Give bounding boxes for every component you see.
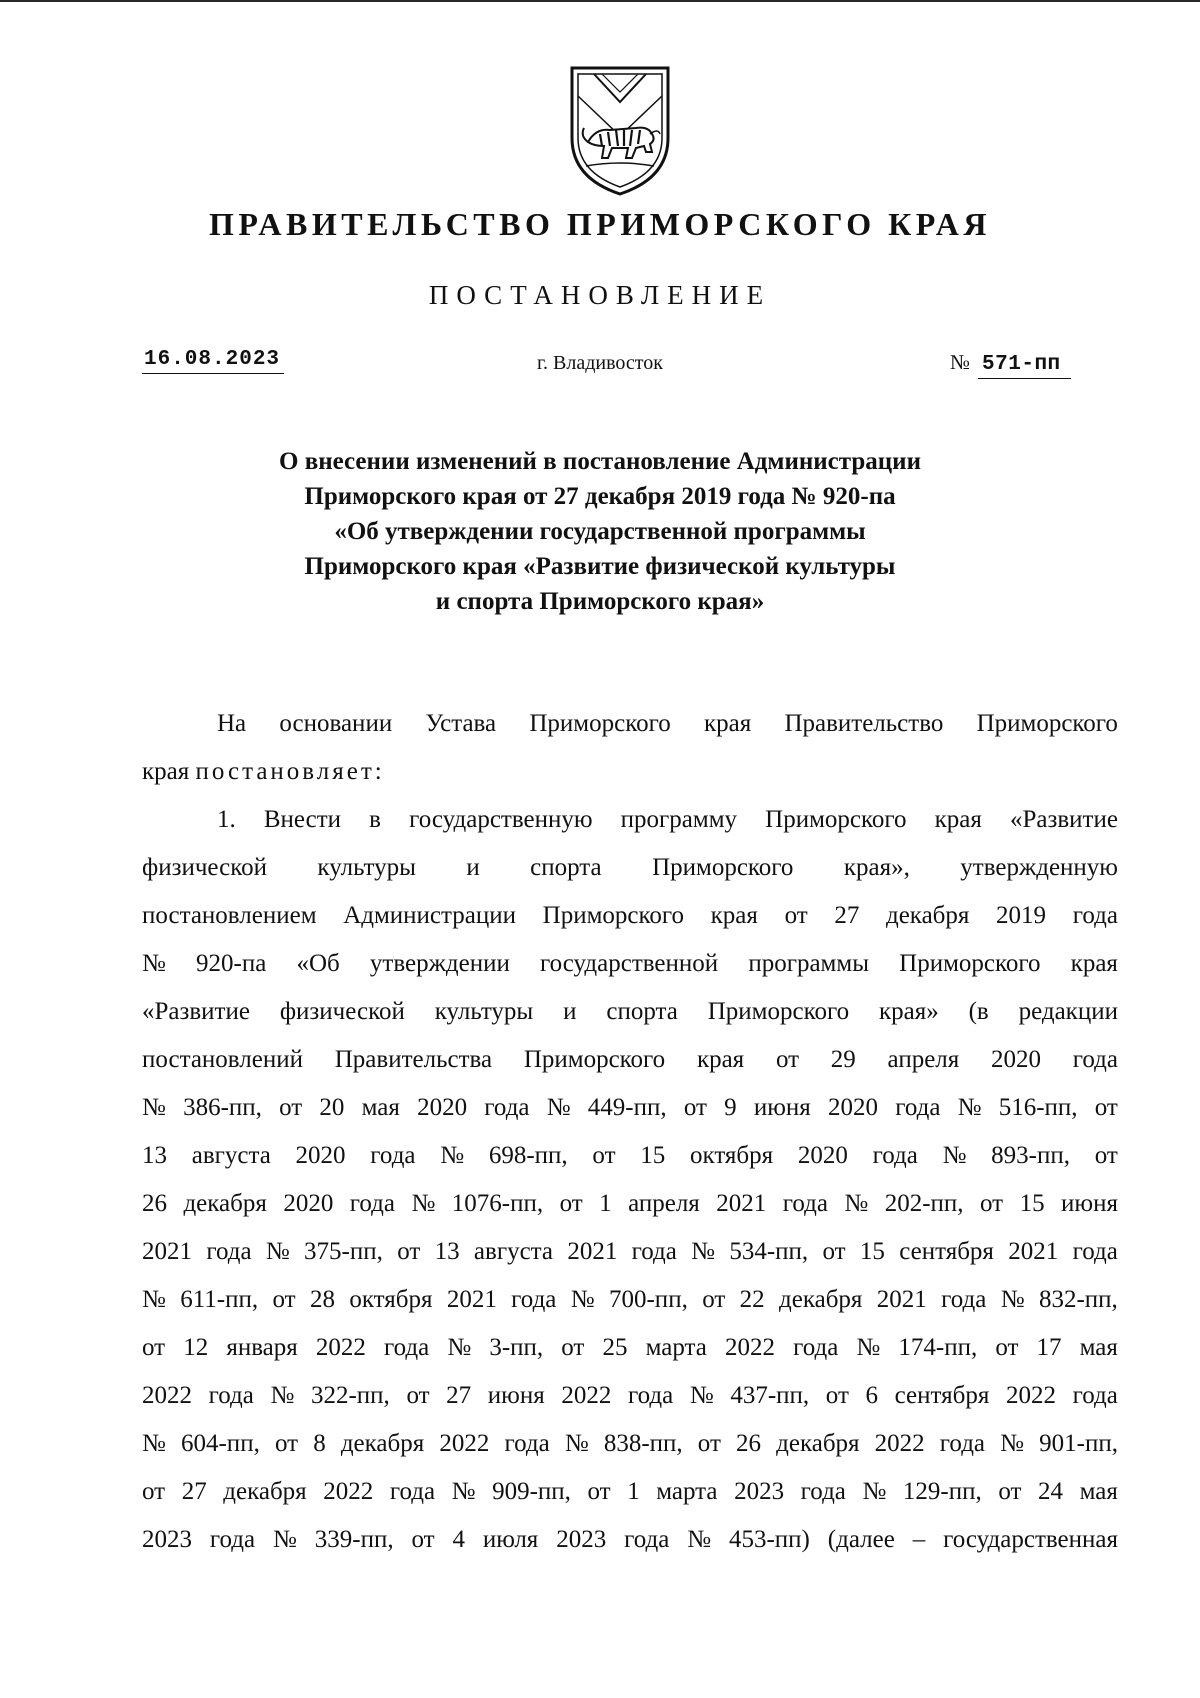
word: №: [570, 1286, 595, 1313]
word: июня: [1061, 1190, 1118, 1217]
word: 25: [602, 1334, 628, 1361]
word: 2021: [142, 1238, 192, 1265]
word: от: [775, 1046, 800, 1073]
word: 3-пп,: [489, 1334, 544, 1361]
item-line: [142, 1324, 1118, 1372]
word: 2022: [323, 1478, 374, 1505]
word: Приморского: [652, 854, 794, 881]
word: года: [872, 1142, 918, 1169]
preamble-line: [142, 748, 1118, 796]
word: года: [208, 1382, 254, 1409]
word: июля: [482, 1526, 539, 1553]
word: года: [1072, 902, 1118, 929]
document-type: ПОСТАНОВЛЕНИЕ: [428, 280, 772, 310]
word: 1: [627, 1478, 640, 1505]
word: государственная: [943, 1526, 1118, 1553]
word: физической: [142, 854, 267, 881]
word: края: [703, 710, 752, 737]
item-line: [142, 1036, 1118, 1084]
word: декабря: [885, 902, 970, 929]
word: от: [980, 1190, 1004, 1217]
heading-line: О внесении изменений в постановление Администрации: [279, 448, 921, 475]
item-line: [142, 988, 1118, 1036]
word: 2020: [797, 1142, 848, 1169]
word: 27: [834, 902, 860, 929]
word: №: [691, 1238, 716, 1265]
word: 15: [859, 1238, 885, 1265]
word: 27: [181, 1478, 207, 1505]
word: от: [592, 1142, 616, 1169]
word: края: [696, 1046, 745, 1073]
government-name: ПРАВИТЕЛЬСТВО ПРИМОРСКОГО КРАЯ: [209, 206, 991, 242]
word: 375-пп,: [304, 1238, 383, 1265]
word: 15: [1019, 1190, 1045, 1217]
word: года: [627, 1382, 674, 1409]
word: от: [1094, 1142, 1118, 1169]
word: 611-пп,: [180, 1286, 259, 1313]
word: 2020: [283, 1190, 334, 1217]
word: края: [1070, 950, 1118, 977]
word: №: [142, 1430, 166, 1457]
word: края»,: [843, 854, 910, 881]
item-line: [142, 1420, 1118, 1468]
word: апреля: [628, 1190, 700, 1217]
word: года: [941, 1286, 987, 1313]
word: 22: [739, 1286, 765, 1313]
word: 2019: [996, 902, 1047, 929]
word: 838-пп,: [603, 1430, 683, 1457]
word: 893-пп,: [991, 1142, 1071, 1169]
word: 604-пп,: [180, 1430, 260, 1457]
word: от: [279, 1094, 303, 1121]
word: 2021: [567, 1238, 618, 1265]
word: №: [451, 1478, 476, 1505]
word: 15: [640, 1142, 666, 1169]
word: года: [631, 1238, 677, 1265]
word: от: [825, 1382, 849, 1409]
word: 20: [319, 1094, 345, 1121]
item-line: [142, 844, 1118, 892]
word: от: [702, 1286, 726, 1313]
word: 26: [736, 1430, 762, 1457]
word: от: [274, 1430, 299, 1457]
word: от: [411, 1526, 435, 1553]
word: «Об: [296, 950, 340, 977]
heading-line: Приморского края от 27 декабря 2019 года № 920-па: [304, 483, 896, 510]
word: от: [142, 1334, 166, 1361]
word: №: [942, 1142, 967, 1169]
word: от: [998, 1478, 1022, 1505]
word: №: [411, 1190, 436, 1217]
word: от: [683, 1094, 707, 1121]
word: от: [697, 1430, 721, 1457]
word: и: [466, 854, 480, 881]
word: 920-па: [196, 950, 267, 977]
word: 909-пп,: [492, 1478, 571, 1505]
word: 202-пп,: [884, 1190, 964, 1217]
word: 12: [183, 1334, 209, 1361]
word: 9: [724, 1094, 737, 1121]
word: 129-пп,: [902, 1478, 982, 1505]
item-line: [142, 940, 1118, 988]
word: от: [559, 1190, 583, 1217]
word: №: [1000, 1430, 1025, 1457]
word: 437-пп,: [730, 1382, 810, 1409]
word: года: [782, 1190, 828, 1217]
word: постановлением: [142, 902, 317, 929]
word: №: [440, 1142, 465, 1169]
word: года: [1072, 1382, 1118, 1409]
word: года: [504, 1430, 550, 1457]
word: 1.: [217, 806, 236, 833]
word: государственную: [409, 806, 593, 833]
word: 2022: [874, 1430, 925, 1457]
preamble-line: [142, 700, 1118, 748]
word: края: [710, 902, 758, 929]
word: №: [1000, 1286, 1025, 1313]
word: редакции: [1018, 998, 1118, 1025]
word: (в: [968, 998, 989, 1025]
word: утверждении: [369, 950, 510, 977]
word: года: [624, 1526, 670, 1553]
word: №: [142, 1286, 166, 1313]
word: «Развитие: [142, 998, 250, 1025]
word: года: [370, 1142, 416, 1169]
word: 2020: [417, 1094, 468, 1121]
word: №: [142, 1094, 166, 1121]
word: 1076-пп,: [451, 1190, 544, 1217]
word: 2023: [556, 1526, 607, 1553]
word: 516-пп,: [998, 1094, 1078, 1121]
word: Приморского: [976, 710, 1118, 737]
item-line: [142, 1516, 1118, 1564]
document-number: [950, 350, 1071, 376]
item-line: [142, 1468, 1118, 1516]
word: от: [142, 1478, 166, 1505]
word: 2020: [295, 1142, 346, 1169]
word: года: [1072, 1046, 1118, 1073]
word: 2023: [142, 1526, 192, 1553]
preamble-word: края: [142, 758, 190, 785]
word: (далее: [827, 1526, 895, 1553]
word: года: [349, 1190, 395, 1217]
word: –: [912, 1526, 926, 1553]
word: 698-пп,: [488, 1142, 568, 1169]
word: утвержденную: [960, 854, 1118, 881]
word: Устава: [425, 710, 497, 737]
word: 901-пп,: [1039, 1430, 1118, 1457]
item-line: [142, 1228, 1118, 1276]
word: государственной: [539, 950, 719, 977]
word: 2022: [315, 1334, 366, 1361]
word: программу: [620, 806, 738, 833]
word: Приморского: [899, 950, 1041, 977]
word: года: [800, 1478, 846, 1505]
word: №: [270, 1382, 295, 1409]
word: года: [389, 1478, 436, 1505]
word: 27: [446, 1382, 472, 1409]
word: мая: [361, 1094, 400, 1121]
word: 2022: [142, 1382, 192, 1409]
word: Приморского: [529, 710, 671, 737]
item-line: [142, 1372, 1118, 1420]
word: 2022: [561, 1382, 612, 1409]
document-heading: [150, 444, 1050, 619]
item-line: [142, 1180, 1118, 1228]
word: года: [209, 1526, 256, 1553]
word: года: [206, 1238, 252, 1265]
word: 2020: [991, 1046, 1042, 1073]
word: края»: [878, 998, 939, 1025]
word: года: [895, 1094, 941, 1121]
word: №: [689, 1382, 714, 1409]
word: №: [856, 1334, 881, 1361]
item-line: [142, 796, 1118, 844]
word: «Развитие: [1009, 806, 1118, 833]
word: 449-пп,: [587, 1094, 667, 1121]
word: Приморского: [542, 902, 684, 929]
item-line: [142, 1084, 1118, 1132]
word: Администрации: [343, 902, 516, 929]
word: 339-пп,: [314, 1526, 394, 1553]
word: постановлений: [142, 1046, 303, 1073]
word: 2022: [724, 1334, 775, 1361]
word: марта: [656, 1478, 718, 1505]
word: от: [784, 902, 808, 929]
word: от: [822, 1238, 846, 1265]
word: Правительства: [334, 1046, 493, 1073]
word: 24: [1038, 1478, 1064, 1505]
word: от: [406, 1382, 430, 1409]
word: №: [687, 1526, 712, 1553]
word: декабря: [183, 1190, 267, 1217]
word: 28: [309, 1286, 335, 1313]
word: На: [217, 710, 247, 737]
word: апреля: [887, 1046, 960, 1073]
word: №: [546, 1094, 571, 1121]
word: 534-пп,: [729, 1238, 809, 1265]
word: от: [272, 1286, 296, 1313]
word: 29: [830, 1046, 856, 1073]
word: основании: [279, 710, 393, 737]
word: декабря: [340, 1430, 425, 1457]
word: года: [511, 1286, 557, 1313]
number-label: №: [950, 350, 971, 374]
word: от: [1094, 1094, 1118, 1121]
word: июня: [753, 1094, 811, 1121]
word: 26: [142, 1190, 167, 1217]
word: от: [995, 1334, 1019, 1361]
word: августа: [473, 1238, 553, 1265]
word: 386-пп,: [183, 1094, 262, 1121]
word: №: [142, 950, 166, 977]
word: декабря: [223, 1478, 307, 1505]
word: 2021: [876, 1286, 927, 1313]
document-date: 16.08.2023: [142, 348, 284, 374]
scan-top-border: [0, 0, 1200, 2]
word: мая: [1079, 1478, 1118, 1505]
preamble-resolves: постановляет:: [195, 758, 385, 785]
word: №: [844, 1190, 869, 1217]
word: №: [862, 1478, 887, 1505]
word: сентября: [894, 1382, 990, 1409]
word: 4: [452, 1526, 465, 1553]
word: 322-пп,: [310, 1382, 390, 1409]
word: марта: [645, 1334, 707, 1361]
word: №: [265, 1238, 290, 1265]
word: Внести: [263, 806, 342, 833]
word: 2020: [827, 1094, 878, 1121]
word: 17: [1036, 1334, 1062, 1361]
word: 13: [434, 1238, 460, 1265]
word: 174-пп,: [898, 1334, 978, 1361]
item-line: [142, 1132, 1118, 1180]
document-body: [142, 700, 1118, 1564]
word: №: [447, 1334, 472, 1361]
word: от: [561, 1334, 585, 1361]
word: спорта: [530, 854, 602, 881]
word: сентября: [899, 1238, 994, 1265]
word: физической: [279, 998, 405, 1025]
word: 2021: [446, 1286, 497, 1313]
item-line: [142, 1276, 1118, 1324]
word: от: [397, 1238, 421, 1265]
word: в: [369, 806, 381, 833]
word: от: [587, 1478, 611, 1505]
word: декабря: [776, 1430, 860, 1457]
word: №: [273, 1526, 297, 1553]
word: декабря: [779, 1286, 863, 1313]
word: года: [384, 1334, 430, 1361]
word: августа: [191, 1142, 271, 1169]
word: года: [939, 1430, 986, 1457]
word: года: [793, 1334, 839, 1361]
word: Приморского: [523, 1046, 666, 1073]
word: №: [957, 1094, 982, 1121]
word: года: [1072, 1238, 1118, 1265]
word: №: [564, 1430, 589, 1457]
word: программы: [748, 950, 869, 977]
word: октября: [349, 1286, 433, 1313]
item-line: [142, 892, 1118, 940]
word: 2022: [1005, 1382, 1056, 1409]
word: января: [226, 1334, 298, 1361]
word: 13: [142, 1142, 167, 1169]
number-value: 571-пп: [978, 353, 1071, 379]
word: 700-пп,: [608, 1286, 688, 1313]
heading-line: «Об утверждении государственной программы: [334, 518, 866, 545]
word: 2023: [734, 1478, 785, 1505]
word: июня: [487, 1382, 545, 1409]
word: Приморского: [707, 998, 850, 1025]
word: Приморского: [765, 806, 907, 833]
heading-line: Приморского края «Развитие физической культуры: [304, 553, 896, 580]
word: 453-пп): [728, 1526, 810, 1553]
word: спорта: [606, 998, 678, 1025]
primorsky-coat-of-arms-icon: [566, 62, 674, 198]
document-city: г. Владивосток: [537, 352, 663, 374]
word: 2021: [716, 1190, 767, 1217]
word: края: [934, 806, 982, 833]
word: Правительство: [784, 710, 944, 737]
word: октября: [690, 1142, 774, 1169]
word: 1: [599, 1190, 612, 1217]
word: мая: [1079, 1334, 1118, 1361]
word: года: [484, 1094, 530, 1121]
word: и: [563, 998, 577, 1025]
word: 6: [865, 1382, 879, 1409]
word: 2022: [439, 1430, 490, 1457]
word: 832-пп,: [1038, 1286, 1118, 1313]
heading-line: и спорта Приморского края»: [435, 588, 765, 615]
word: 8: [313, 1430, 326, 1457]
word: культуры: [434, 998, 534, 1025]
word: 2021: [1008, 1238, 1059, 1265]
word: культуры: [317, 854, 416, 881]
